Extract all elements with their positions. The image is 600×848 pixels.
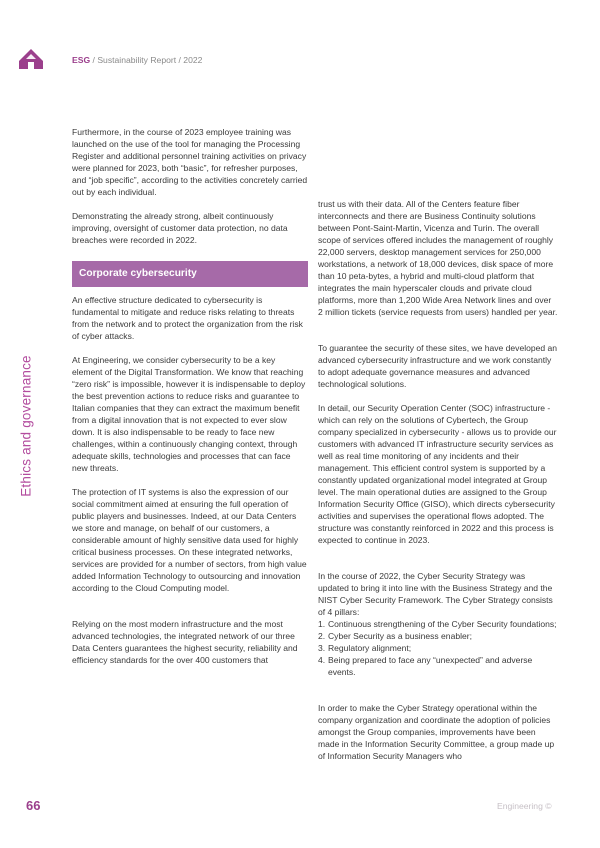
list-number: 2. xyxy=(318,631,326,641)
paragraph: At Engineering, we consider cybersecurity to be a key element of the Digital Transformation. We know that reaching “zero risk” is impossible, however it is indispensable to deploy the best prevention actions to reduce risks and guarantee to Italian companies that they can extract the maximum benefit from a digital innovation that is not expected to ever slow down. It is also indispensable to be ready to face new challenges, within a continuously changing context, through adequate skills, technologies and processes that can face new threats. xyxy=(72,355,306,473)
header-separator: / xyxy=(90,55,98,65)
left-paragraph-2 xyxy=(72,210,308,246)
paragraph: Furthermore, in the course of 2023 employee training was launched on the use of the tool for managing the Processing Register and additional personnel training activities on privacy were planned for 2023, both “basic”, for refresher purposes, and “job specific”, according to the activities concretely carried out by each individual. xyxy=(72,127,308,197)
list-item xyxy=(318,618,558,630)
list-number: 3. xyxy=(318,643,326,653)
list-number: 1. xyxy=(318,619,326,629)
section-side-label: Ethics and governance xyxy=(18,355,34,497)
left-paragraph-6 xyxy=(72,618,308,666)
paragraph: trust us with their data. All of the Centers feature fiber interconnects and there are Business Continuity solutions between Pont-Saint-Martin, Vicenza and Turin. The overall scope of services offered includes the management of roughly 22,000 servers, desktop management services for 250,000 workstations, a network of 18,000 devices, disk space of more than 10 peta-bytes, a hybrid and multi-cloud platform that integrates the main hyperscaler clouds and private cloud platforms, more than 1,200 Wide Area Network lines and over 2 million tickets (service requests from users) handled per year. xyxy=(318,199,558,317)
header-brand: ESG xyxy=(72,55,91,65)
list-text: Continuous strengthening of the Cyber Security foundations; xyxy=(328,619,557,629)
paragraph: In order to make the Cyber Strategy operational within the company organization and coordinate the adoption of policies amongst the Group companies, improvements have been made in the Information Security Committee, a group made up of Information Security Managers who xyxy=(318,703,555,761)
engineering-logo xyxy=(19,49,43,69)
paragraph: The protection of IT systems is also the expression of our social commitment aimed at ensuring the full operation of public players and businesses. Indeed, at our Data Centers we store and manage, on behalf of our customers, a considerable amount of highly sensitive data used for highly critical business processes. On these integrated networks, services are provided for a number of sectors, from high value added Information Technology to outsourcing and innovation according to the Cloud Computing model. xyxy=(72,487,307,593)
paragraph: Demonstrating the already strong, albeit continuously improving, oversight of customer data protection, no data breaches were recorded in 2022. xyxy=(72,211,288,245)
page-number: 66 xyxy=(26,798,41,813)
list-text: Regulatory alignment; xyxy=(328,643,412,653)
list-number: 4. xyxy=(318,655,326,665)
paragraph: In the course of 2022, the Cyber Security Strategy was updated to bring it into line with the Business Strategy and the NIST Cyber Security Framework. The Cyber Strategy consists of 4 pillars: xyxy=(318,571,553,617)
header-breadcrumb xyxy=(72,55,202,65)
right-paragraph-2 xyxy=(318,342,558,390)
header-title: Sustainability Report / 2022 xyxy=(97,55,203,65)
pillars-list xyxy=(318,618,558,678)
paragraph: An effective structure dedicated to cybersecurity is fundamental to mitigate and reduce risks relating to threats from the network and to protect the organization from the risk of cyber attacks. xyxy=(72,295,303,341)
right-paragraph-5 xyxy=(318,702,558,762)
right-paragraph-4 xyxy=(318,570,558,618)
left-paragraph-1 xyxy=(72,126,308,198)
left-paragraph-3 xyxy=(72,294,308,342)
paragraph: To guarantee the security of these sites, we have developed an advanced cybersecurity infrastructure and we work constantly to adopt adequate governance measures and advanced technological solutions. xyxy=(318,343,557,389)
list-text: Being prepared to face any “unexpected” and adverse events. xyxy=(328,655,533,677)
list-text: Cyber Security as a business enabler; xyxy=(328,631,472,641)
left-paragraph-5 xyxy=(72,486,308,594)
paragraph: In detail, our Security Operation Center (SOC) infrastructure - which can rely on the solutions of Cybertech, the Group company specialized in cybersecurity - allows us to provide our customers with advanced IT infrastructure security services as well as real time monitoring of any incidents and their management. This efficient control system is supported by a constantly updated organizational model integrated at Group level. The main operational duties are assigned to the Group Information Security Office (GISO), which directs cybersecurity activities and supervises the operational flows adopted. The structure was constantly reinforced in 2022 and this process is expected to continue in 2023. xyxy=(318,403,557,545)
list-item xyxy=(318,654,558,678)
left-paragraph-4 xyxy=(72,354,308,474)
right-paragraph-1 xyxy=(318,198,558,318)
list-item xyxy=(318,630,558,642)
footer-brand: Engineering © xyxy=(497,801,552,811)
right-paragraph-3 xyxy=(318,402,558,546)
paragraph: Relying on the most modern infrastructure and the most advanced technologies, the integrated network of our three Data Centers guarantees the highest security, reliability and efficiency standards for the over 400 customers that xyxy=(72,619,298,665)
list-item xyxy=(318,642,558,654)
section-heading: Corporate cybersecurity xyxy=(72,261,308,287)
